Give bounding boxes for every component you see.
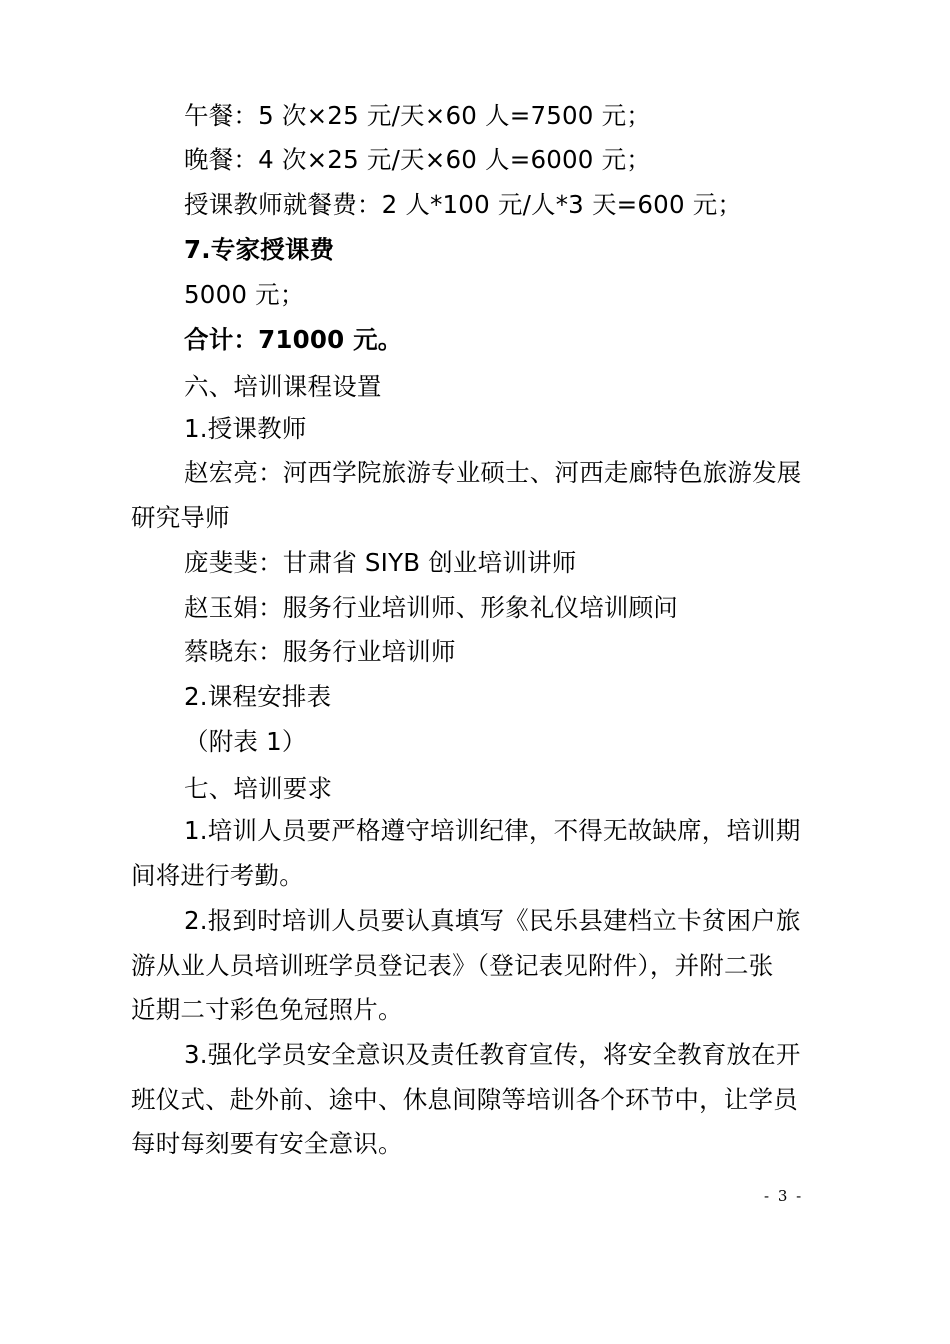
line-dinner-cost: 晚餐：4 次×25 元/天×60 人=6000 元；	[184, 145, 651, 174]
line-lunch-cost: 午餐：5 次×25 元/天×60 人=7500 元；	[184, 101, 651, 130]
line-requirement-3-cont-2: 每时每刻要有安全意识。	[131, 1129, 403, 1158]
line-requirement-2: 2.报到时培训人员要认真填写《民乐县建档立卡贫困户旅	[184, 906, 801, 935]
line-requirement-2-cont-2: 近期二寸彩色免冠照片。	[131, 995, 403, 1024]
heading-course-setup: 六、培训课程设置	[184, 372, 382, 401]
line-teacher-cai-xiaodong: 蔡晓东：服务行业培训师	[184, 637, 456, 666]
heading-schedule: 2.课程安排表	[184, 682, 332, 711]
line-teacher-pang-feifei: 庞斐斐：甘肃省 SIYB 创业培训讲师	[184, 548, 577, 577]
line-teacher-meal-cost: 授课教师就餐费：2 人*100 元/人*3 天=600 元；	[184, 190, 743, 219]
line-teacher-zhao-hongliang: 赵宏亮：河西学院旅游专业硕士、河西走廊特色旅游发展	[184, 458, 802, 487]
heading-teachers: 1.授课教师	[184, 414, 307, 443]
line-appendix-1: （附表 1）	[184, 727, 307, 756]
line-requirement-3-cont: 班仪式、赴外前、途中、休息间隙等培训各个环节中，让学员	[131, 1085, 798, 1114]
line-requirement-1: 1.培训人员要严格遵守培训纪律，不得无故缺席，培训期	[184, 816, 801, 845]
line-total: 合计：71000 元。	[184, 325, 403, 354]
line-requirement-1-cont: 间将进行考勤。	[131, 861, 304, 890]
line-expert-fee-amount: 5000 元；	[184, 280, 305, 309]
line-teacher-zhao-hongliang-cont: 研究导师	[131, 503, 230, 532]
line-requirement-2-cont: 游从业人员培训班学员登记表》（登记表见附件），并附二张	[131, 951, 774, 980]
page-number: - 3 -	[764, 1187, 804, 1205]
line-teacher-zhao-yujuan: 赵玉娟：服务行业培训师、形象礼仪培训顾问	[184, 593, 678, 622]
line-requirement-3: 3.强化学员安全意识及责任教育宣传，将安全教育放在开	[184, 1040, 801, 1069]
heading-training-requirements: 七、培训要求	[184, 774, 333, 803]
heading-expert-fee: 7.专家授课费	[184, 235, 335, 264]
